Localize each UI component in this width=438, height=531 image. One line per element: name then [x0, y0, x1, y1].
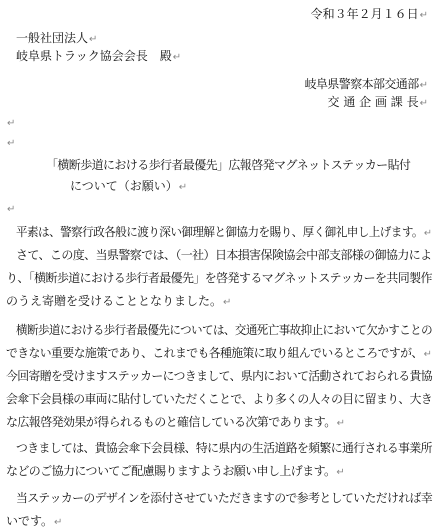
recipient-org-text: 一般社団法人: [16, 31, 89, 45]
paragraph-3-text-5: な広報啓発効果が得られるものと確信している次第であります。: [6, 415, 336, 429]
paragraph-3-line-5: [6, 414, 345, 432]
paragraph-2-line-2: [6, 270, 432, 286]
recipient-name: [16, 48, 181, 66]
paragraph-3-text-4: 会傘下会員様の車両に貼付していただくことで、より多くの人々の目に留まり、大き: [6, 392, 433, 406]
sender-title: [328, 94, 428, 112]
blank-line: [6, 134, 15, 152]
paragraph-4-text-1: つきましては、貴協会傘下会員様、特に県内の生活道路を頻繁に通行される事業所: [16, 441, 432, 455]
paragraph-mark: ↵: [54, 517, 63, 528]
paragraph-1-text: 平素は、警察行政各般に渡り深い御理解と御協力を賜り、厚く御礼申し上げます。: [16, 225, 423, 239]
subject-line-2: [70, 178, 187, 196]
paragraph-2-line-3: [6, 293, 231, 311]
paragraph-3-text-1: 横断歩道における歩行者最優先については、交通死亡事故抑止において欠かすことの: [16, 323, 433, 337]
sender-title-text: 交 通 企 画 課 長: [327, 95, 419, 109]
document-date: [311, 6, 428, 24]
paragraph-mark: ↵: [336, 467, 345, 478]
paragraph-mark: ↵: [172, 52, 182, 63]
paragraph-2-line-1: [16, 247, 432, 263]
paragraph-4-text-2: などのご協力についてご配慮賜りますようお願い申し上げます。: [6, 464, 336, 478]
subject-text-2: について（お願い）: [70, 179, 178, 193]
subject-text-1: 「横断歩道における歩行者最優先」広報啓発マグネットステッカー貼付: [46, 158, 411, 172]
paragraph-5-text-1: 当ステッカーのデザインを添付させていただきますので参考としていただければ幸: [16, 491, 433, 505]
paragraph-mark: ↵: [178, 182, 188, 193]
paragraph-mark: ↵: [423, 228, 433, 239]
paragraph-1: [16, 224, 432, 242]
recipient-name-text: 岐阜県トラック協会会長 殿: [16, 49, 172, 63]
subject-line-1: [46, 157, 410, 173]
paragraph-mark: ↵: [336, 418, 346, 429]
paragraph-3-line-1: [16, 322, 432, 338]
date-text: 令和３年２月１６日: [310, 7, 419, 21]
paragraph-mark: ↵: [223, 297, 232, 308]
paragraph-mark: ↵: [419, 80, 428, 91]
paragraph-3-line-3: [6, 368, 432, 384]
paragraph-3-line-2: [6, 345, 432, 363]
paragraph-2-text-1: さて、この度、当県警察では、（一社）日本損害保険協会中部支部様の御協力によ: [16, 248, 432, 262]
paragraph-mark: ↵: [7, 204, 16, 215]
paragraph-3-line-4: [6, 391, 432, 407]
paragraph-mark: ↵: [419, 10, 428, 21]
paragraph-mark: ↵: [423, 349, 432, 360]
paragraph-3-text-2: できない重要な施策であり、これまでも各種施策に取り組んでいるところですが、: [6, 346, 423, 360]
paragraph-4-line-1: [16, 440, 432, 456]
paragraph-mark: ↵: [7, 138, 16, 149]
paragraph-mark: ↵: [419, 98, 428, 109]
paragraph-5-line-1: [16, 490, 432, 506]
sender-org: [305, 76, 428, 94]
paragraph-3-text-3: 今回寄贈を受けますステッカーにつきまして、県内において活動されておられる貴協: [6, 369, 432, 383]
paragraph-5-text-2: いです。: [6, 514, 54, 528]
paragraph-mark: ↵: [7, 118, 16, 129]
paragraph-2-text-3: のうえ寄贈を受けることとなりました。: [6, 294, 223, 308]
paragraph-2-text-2: り、「横断歩道における歩行者最優先」を啓発するマグネットステッカーを共同製作: [6, 271, 432, 285]
paragraph-mark: ↵: [89, 34, 98, 45]
blank-line: [6, 114, 15, 132]
blank-line: [6, 200, 15, 218]
sender-org-text: 岐阜県警察本部交通部: [304, 77, 419, 91]
recipient-org: [16, 30, 97, 48]
paragraph-4-line-2: [6, 463, 345, 481]
paragraph-5-line-2: [6, 513, 62, 531]
